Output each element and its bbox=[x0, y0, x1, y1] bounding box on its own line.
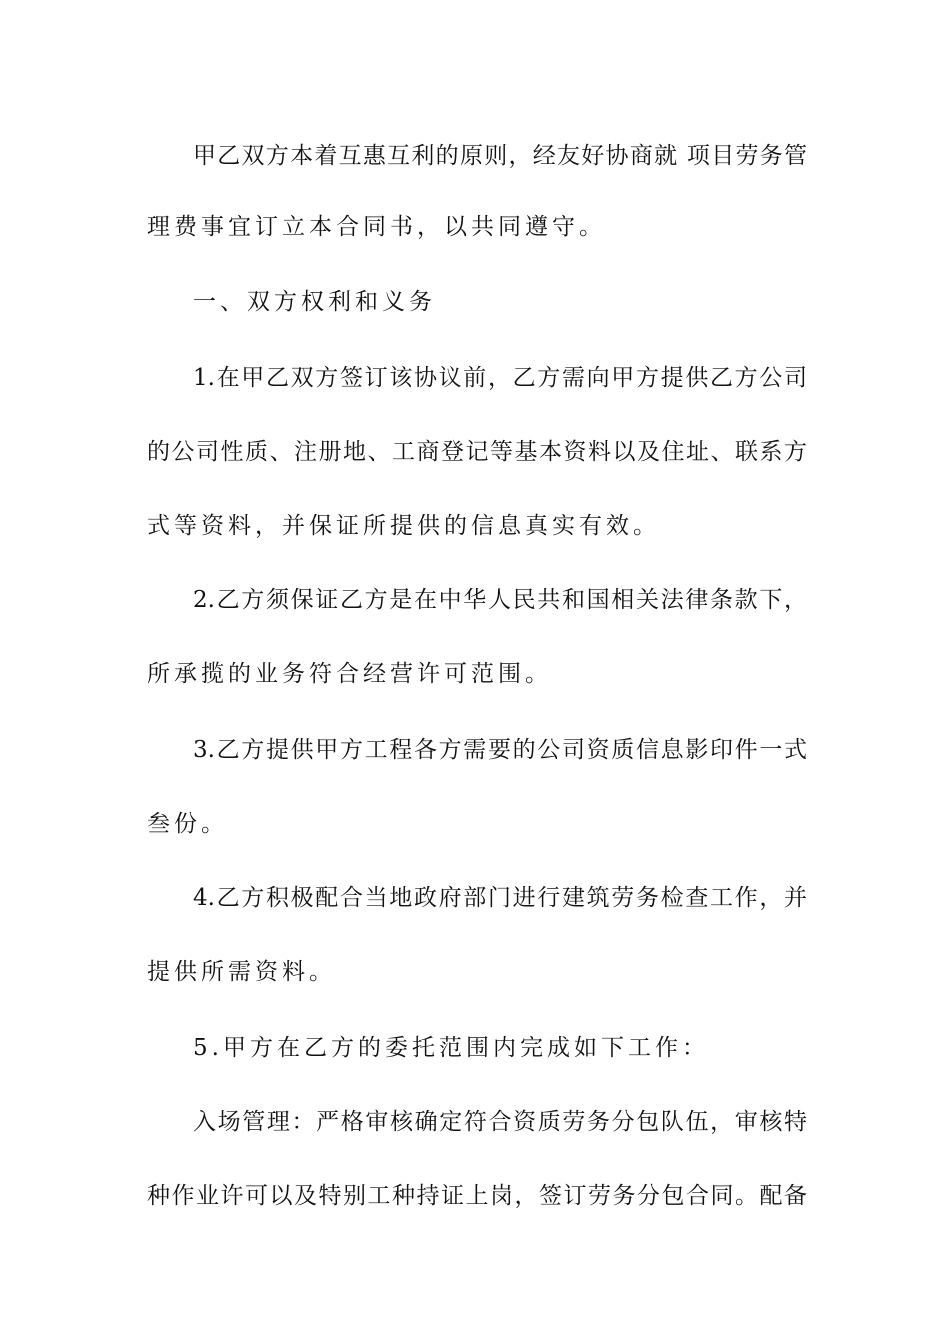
clause-2-line-2: 所承揽的业务符合经营许可范围。 bbox=[147, 661, 552, 687]
clause-4-line-1: 4.乙方积极配合当地政府部门进行建筑劳务检查工作，并 bbox=[193, 885, 807, 911]
paragraph-intro-line-2: 理费事宜订立本合同书，以共同遵守。 bbox=[147, 214, 606, 240]
clause-1-line-3: 式等资料，并保证所提供的信息真实有效。 bbox=[147, 513, 660, 539]
paragraph-intro-line-1: 甲乙双方本着互惠互利的原则，经友好协商就 项目劳务管 bbox=[193, 143, 807, 169]
entry-management-line-1: 入场管理：严格审核确定符合资质劳务分包队伍，审核特 bbox=[193, 1109, 807, 1135]
clause-1-line-2: 的公司性质、注册地、工商登记等基本资料以及住址、联系方 bbox=[147, 439, 807, 465]
clause-3-line-1: 3.乙方提供甲方工程各方需要的公司资质信息影印件一式 bbox=[193, 737, 807, 763]
clause-5-line-1: 5.甲方在乙方的委托范围内完成如下工作： bbox=[193, 1035, 709, 1061]
entry-management-line-2: 种作业许可以及特别工种持证上岗，签订劳务分包合同。配备 bbox=[147, 1183, 807, 1209]
clause-4-line-2: 提供所需资料。 bbox=[147, 959, 336, 985]
clause-3-line-2: 叁份。 bbox=[147, 811, 228, 837]
clause-1-line-1: 1.在甲乙双方签订该协议前，乙方需向甲方提供乙方公司 bbox=[193, 365, 807, 391]
section-heading-rights-obligations: 一、双方权利和义务 bbox=[193, 289, 436, 315]
clause-2-line-1: 2.乙方须保证乙方是在中华人民共和国相关法律条款下， bbox=[193, 587, 807, 613]
